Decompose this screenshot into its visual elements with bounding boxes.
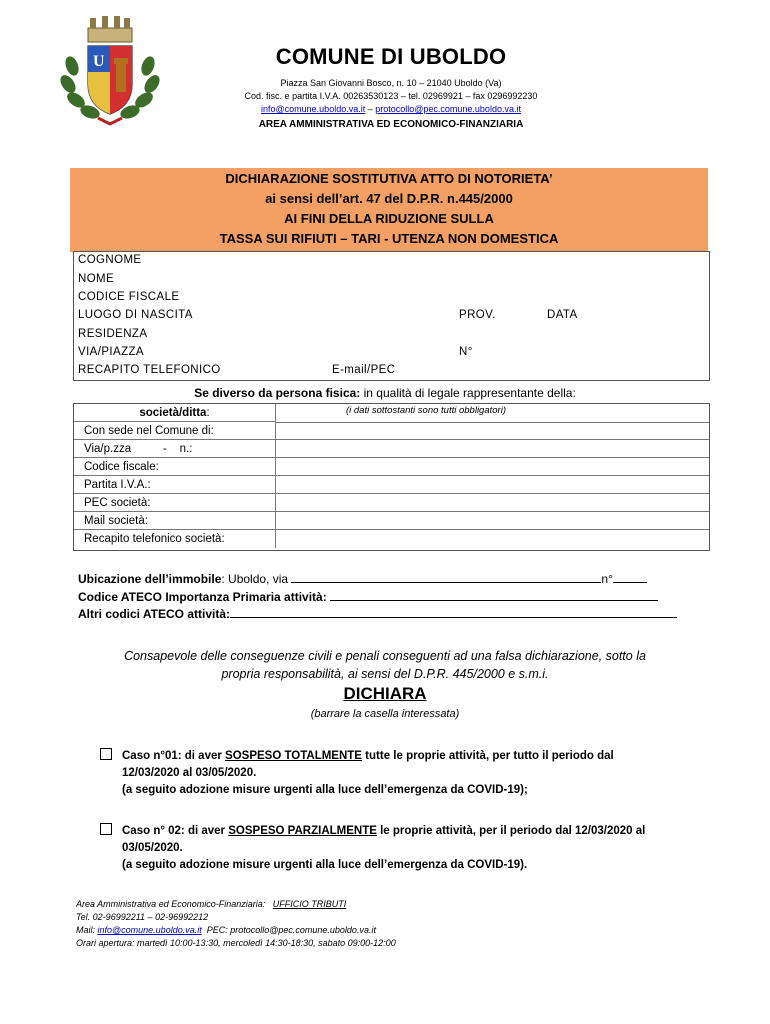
prov-label: PROV.: [459, 309, 496, 321]
ubicazione-line: [78, 571, 647, 586]
footer-orari: Orari apertura: martedì 10:00-13:30, mercoledì 14:30-18:30, sabato 09:00-12:00: [76, 938, 396, 948]
societa-cell: [74, 404, 276, 422]
caso-2-line-3: (a seguito adozione misure urgenti alla luce dell’emergenza da COVID-19).: [122, 859, 528, 871]
caso-1-checkbox[interactable]: [100, 748, 112, 760]
separator: –: [365, 104, 376, 114]
data-label: DATA: [547, 309, 578, 321]
via-blank[interactable]: [291, 571, 601, 583]
caso-1-line-3: (a seguito adozione misure urgenti alla luce dell’emergenza da COVID-19);: [122, 784, 528, 796]
caso-1-underlined: SOSPESO TOTALMENTE: [225, 750, 362, 762]
banner-line-2: ai sensi dell’art. 47 del D.P.R. n.445/2000: [265, 191, 513, 206]
caso-2-rest: le proprie attività, per il periodo dal 12/03/2020 al: [376, 825, 646, 837]
consapevole-line-2: propria responsabilità, ai sensi del D.P.R. 445/2000 e s.m.i.: [221, 667, 549, 681]
personal-data-box: [73, 251, 710, 381]
via-piazza-label: VIA/PIAZZA: [78, 346, 144, 358]
ateco-primaria-line: [78, 589, 658, 604]
company-row-label: Con sede nel Comune di:: [74, 422, 276, 440]
address-line: Piazza San Giovanni Bosco, n. 10 – 21040 Uboldo (Va): [280, 78, 502, 88]
ateco-primaria-blank[interactable]: [330, 589, 658, 601]
caso-1-lead: Caso n°01: di aver: [122, 750, 226, 762]
footer-mail-label: Mail:: [76, 925, 98, 935]
luogo-nascita-label: LUOGO DI NASCITA: [78, 309, 193, 321]
company-intro-rest: in qualità di legale rappresentante della:: [360, 386, 576, 400]
caso-2-underlined: SOSPESO PARZIALMENTE: [228, 825, 377, 837]
caso-2-lead: Caso n° 02: di aver: [122, 825, 229, 837]
ateco-altri-line: [78, 606, 677, 621]
company-row-field[interactable]: [276, 458, 709, 476]
residenza-label: RESIDENZA: [78, 328, 148, 340]
company-note: (i dati sottostanti sono tutti obbligatori): [345, 405, 506, 416]
barrare-note: (barrare la casella interessata): [310, 708, 460, 720]
ubicazione-rest: : Uboldo, via: [221, 572, 292, 586]
page-title: COMUNE DI UBOLDO: [275, 44, 507, 69]
pec-link[interactable]: protocollo@pec.comune.uboldo.va.it: [375, 104, 521, 114]
nome-label: NOME: [78, 273, 115, 285]
svg-text:U: U: [93, 53, 105, 70]
dichiara-heading: DICHIARA: [343, 684, 427, 703]
caso-1: [100, 748, 710, 799]
banner-line-3: AI FINI DELLA RIDUZIONE SULLA: [284, 211, 494, 226]
company-row-field[interactable]: [276, 476, 709, 494]
societa-label: società/ditta: [139, 407, 207, 419]
company-table: [73, 403, 710, 551]
company-row-field[interactable]: [276, 494, 709, 512]
societa-colon: :: [206, 407, 210, 419]
company-row-field[interactable]: [276, 440, 709, 458]
footer-ufficio: UFFICIO TRIBUTI: [272, 899, 347, 909]
ateco-altri-label: Altri codici ATECO attività:: [78, 607, 231, 621]
codice-fiscale-label: CODICE FISCALE: [78, 291, 180, 303]
email-link[interactable]: info@comune.uboldo.va.it: [261, 104, 366, 114]
footer-tel: Tel. 02-96992211 – 02-96992212: [76, 912, 209, 922]
caso-1-rest: tutte le proprie attività, per tutto il periodo dal: [361, 750, 614, 762]
email-pec-label: E-mail/PEC: [332, 364, 396, 376]
company-intro-bold: Se diverso da persona fisica:: [194, 386, 361, 400]
footer-mail: [76, 925, 376, 935]
ubicazione-label: Ubicazione dell’immobile: [78, 572, 222, 586]
ateco-primaria-label: Codice ATECO Importanza Primaria attività:: [78, 590, 327, 604]
title-banner: [70, 168, 708, 252]
numero-civico-label: n°: [601, 572, 613, 586]
company-row-label: Partita I.V.A.:: [74, 476, 276, 494]
consapevole-line-1: Consapevole delle conseguenze civili e penali conseguenti ad una falsa dichiarazione, sotto la: [124, 649, 646, 663]
banner-line-4: TASSA SUI RIFIUTI – TARI - UTENZA NON DOMESTICA: [219, 231, 559, 246]
numero-label: N°: [459, 346, 473, 358]
footer-area: [76, 899, 346, 909]
company-row-label: Codice fiscale:: [74, 458, 276, 476]
caso-1-line-2: 12/03/2020 al 03/05/2020.: [122, 767, 257, 779]
company-row-field[interactable]: [276, 422, 709, 440]
company-row-label: Recapito telefonico società:: [74, 530, 276, 548]
company-row-label: Via/p.zza - n.:: [74, 440, 276, 458]
footer-pec: PEC: protocollo@pec.comune.uboldo.va.it: [201, 925, 376, 935]
company-row-field[interactable]: [276, 512, 709, 530]
area-heading: AREA AMMINISTRATIVA ED ECONOMICO-FINANZIARIA: [258, 119, 524, 130]
caso-2: [100, 823, 710, 874]
fiscal-line: Cod. fisc. e partita I.V.A. 00263530123 – tel. 02969921 – fax 0296992230: [244, 91, 538, 101]
caso-2-line-2: 03/05/2020.: [122, 842, 183, 854]
ateco-altri-blank[interactable]: [230, 606, 677, 618]
banner-line-1: DICHIARAZIONE SOSTITUTIVA ATTO DI NOTORIETA’: [225, 171, 553, 186]
company-intro: [0, 386, 770, 400]
footer-area-label: Area Amministrativa ed Economico-Finanziaria:: [76, 899, 273, 909]
company-row-label: Mail società:: [74, 512, 276, 530]
caso-2-checkbox[interactable]: [100, 823, 112, 835]
cognome-label: COGNOME: [78, 254, 142, 266]
company-row-label: PEC società:: [74, 494, 276, 512]
company-row-field[interactable]: [276, 530, 709, 548]
footer-mail-link[interactable]: info@comune.uboldo.va.it: [97, 925, 202, 935]
recapito-label: RECAPITO TELEFONICO: [78, 364, 221, 376]
numero-blank[interactable]: [613, 571, 647, 583]
contact-line: [0, 104, 770, 114]
